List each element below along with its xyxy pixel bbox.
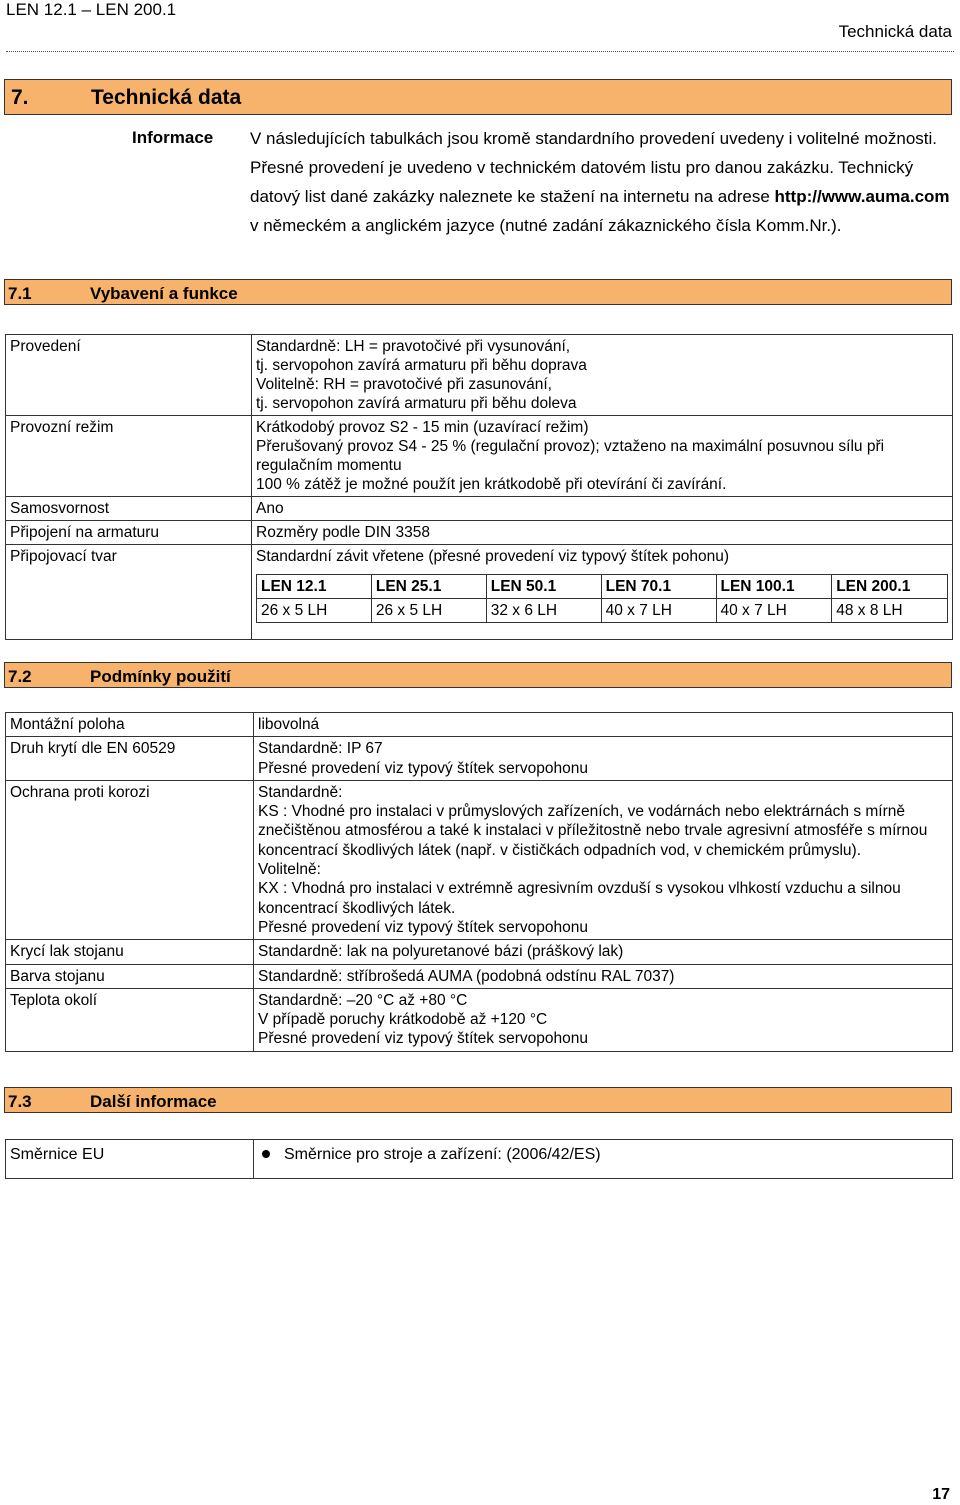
value-line: V případě poruchy krátkodobě až +120 °C <box>258 1011 548 1029</box>
value-line: Standardně: IP 67 <box>258 740 383 758</box>
table-row <box>6 1140 953 1179</box>
row-value <box>254 737 953 781</box>
header-divider <box>6 51 954 52</box>
row-value <box>252 545 953 640</box>
row-label: Směrnice EU <box>6 1140 254 1179</box>
row-value <box>252 335 953 416</box>
subsection-number: 7.3 <box>8 1092 32 1111</box>
model-row <box>257 575 948 599</box>
thread-cell: 48 x 8 LH <box>832 599 948 623</box>
spindle-thread-table <box>256 574 948 623</box>
row-label: Samosvornost <box>6 497 252 521</box>
value-line: Ano <box>256 500 284 517</box>
page-number: 17 <box>932 1486 950 1503</box>
value-line: Přesné provedení viz typový štítek servopohonu <box>258 918 588 936</box>
thread-row <box>257 599 948 623</box>
info-label: Informace <box>132 128 214 147</box>
value-line: 100 % zátěž je možné použít jen krátkodobě při otevírání či zavírání. <box>256 476 727 493</box>
subsection-heading-7-3 <box>4 1087 952 1113</box>
model-cell: LEN 12.1 <box>257 575 372 599</box>
row-label: Montážní poloha <box>6 713 254 737</box>
value-line: Standardní závit vřetene (přesné provedení viz typový štítek pohonu) <box>256 548 730 565</box>
section-heading <box>4 79 952 115</box>
table-row <box>6 780 953 939</box>
value-line: Přesné provedení viz typový štítek servopohonu <box>258 1030 588 1048</box>
row-value <box>254 988 953 1051</box>
table-row <box>6 497 953 521</box>
operating-conditions-table <box>5 712 953 1052</box>
bullet-icon <box>262 1150 270 1158</box>
table-row <box>6 940 953 964</box>
model-cell: LEN 200.1 <box>832 575 948 599</box>
row-value <box>254 780 953 939</box>
info-text <box>250 124 954 240</box>
model-cell: LEN 50.1 <box>486 575 601 599</box>
subsection-heading-7-1 <box>4 279 952 305</box>
value-line: Standardně: <box>258 783 343 801</box>
thread-cell: 40 x 7 LH <box>716 599 832 623</box>
thread-cell: 40 x 7 LH <box>601 599 716 623</box>
value-line: Standardně: –20 °C až +80 °C <box>258 991 468 1009</box>
row-value <box>254 1140 953 1179</box>
table-row <box>6 335 953 416</box>
value-line: libovolná <box>258 716 320 733</box>
value-line: Volitelně: <box>258 861 321 879</box>
subsection-title: Další informace <box>90 1092 217 1111</box>
row-label: Ochrana proti korozi <box>6 780 254 939</box>
value-line: Standardně: lak na polyuretanové bázi (práškový lak) <box>258 943 624 961</box>
value-line: Rozměry podle DIN 3358 <box>256 524 431 541</box>
table-row <box>6 713 953 737</box>
value-line: Přerušovaný provoz S4 - 25 % (regulační provoz); vztaženo na maximální posuvnou sílu při regulačním momentu <box>256 438 885 474</box>
eu-directive-text: Směrnice pro stroje a zařízení: (2006/42/ES) <box>284 1146 601 1163</box>
value-line: Volitelně: RH = pravotočivé při zasunování, <box>256 376 552 393</box>
table-row <box>6 988 953 1051</box>
model-cell: LEN 100.1 <box>716 575 832 599</box>
row-label: Provedení <box>10 338 81 355</box>
row-label: Druh krytí dle EN 60529 <box>6 737 254 781</box>
row-value <box>252 497 953 521</box>
row-label: Připojovací tvar <box>6 545 252 640</box>
model-cell: LEN 25.1 <box>371 575 486 599</box>
row-value <box>254 713 953 737</box>
section-number: 7. <box>11 86 29 109</box>
section-title: Technická data <box>91 86 242 109</box>
row-value <box>254 940 953 964</box>
value-line: Standardně: LH = pravotočivé při vysunování, <box>256 338 571 355</box>
value-line: Krátkodobý provoz S2 - 15 min (uzavírací režim) <box>256 419 589 436</box>
table-row <box>6 521 953 545</box>
table-row <box>6 545 953 640</box>
row-label: Připojení na armaturu <box>6 521 252 545</box>
thread-cell: 32 x 6 LH <box>486 599 601 623</box>
subsection-heading-7-2 <box>4 662 952 688</box>
header-chapter-title: Technická data <box>838 22 952 41</box>
table-row <box>6 737 953 781</box>
additional-info-table <box>5 1139 953 1179</box>
row-label: Teplota okolí <box>6 988 254 1051</box>
subsection-title: Podmínky použití <box>90 667 231 686</box>
value-line: KX : Vhodná pro instalaci v extrémně agresivním ovzduší s vysokou vlhkostí vzduchu a silnou koncentrací škodlivých látek. <box>258 880 901 917</box>
value-line: Přesné provedení viz typový štítek servopohonu <box>258 759 588 777</box>
value-line: Standardně: stříbrošedá AUMA (podobná odstínu RAL 7037) <box>258 967 675 985</box>
subsection-number: 7.1 <box>8 284 32 303</box>
row-value <box>252 521 953 545</box>
row-label: Krycí lak stojanu <box>6 940 254 964</box>
row-label: Barva stojanu <box>6 964 254 988</box>
row-value <box>252 416 953 497</box>
info-text-after: v německém a anglickém jazyce (nutné zadání zákaznického čísla Komm.Nr.). <box>250 216 842 235</box>
table-row <box>6 416 953 497</box>
model-cell: LEN 70.1 <box>601 575 716 599</box>
thread-cell: 26 x 5 LH <box>371 599 486 623</box>
row-label: Provozní režim <box>6 416 252 497</box>
info-text-before: V následujících tabulkách jsou kromě standardního provedení uvedeny i volitelné možnosti. Přesné provedení je uvedeno v technickém datovém listu pro danou zakázku. Technický datový list dané zakázky naleznete ke stažení na internetu na adrese <box>250 129 938 206</box>
row-value <box>254 964 953 988</box>
subsection-title: Vybavení a funkce <box>90 284 238 303</box>
equipment-function-table <box>5 334 953 640</box>
thread-cell: 26 x 5 LH <box>257 599 372 623</box>
value-line: tj. servopohon zavírá armaturu při běhu doleva <box>256 395 577 412</box>
value-line: tj. servopohon zavírá armaturu při běhu doprava <box>256 357 587 374</box>
table-row <box>6 964 953 988</box>
subsection-number: 7.2 <box>8 667 32 686</box>
value-line: KS : Vhodné pro instalaci v průmyslových zařízeních, ve vodárnách nebo elektrárnách s mírně znečištěnou atmosférou a také k instalaci v příležitostně nebo trvale agresivní atmosféře s mírnou koncentrací škodlivých látek (např. v čističkách odpadních vod, v chemickém průmyslu). <box>258 803 928 859</box>
auma-website-link[interactable]: http://www.auma.com <box>774 187 950 206</box>
header-product-range: LEN 12.1 – LEN 200.1 <box>6 0 177 19</box>
